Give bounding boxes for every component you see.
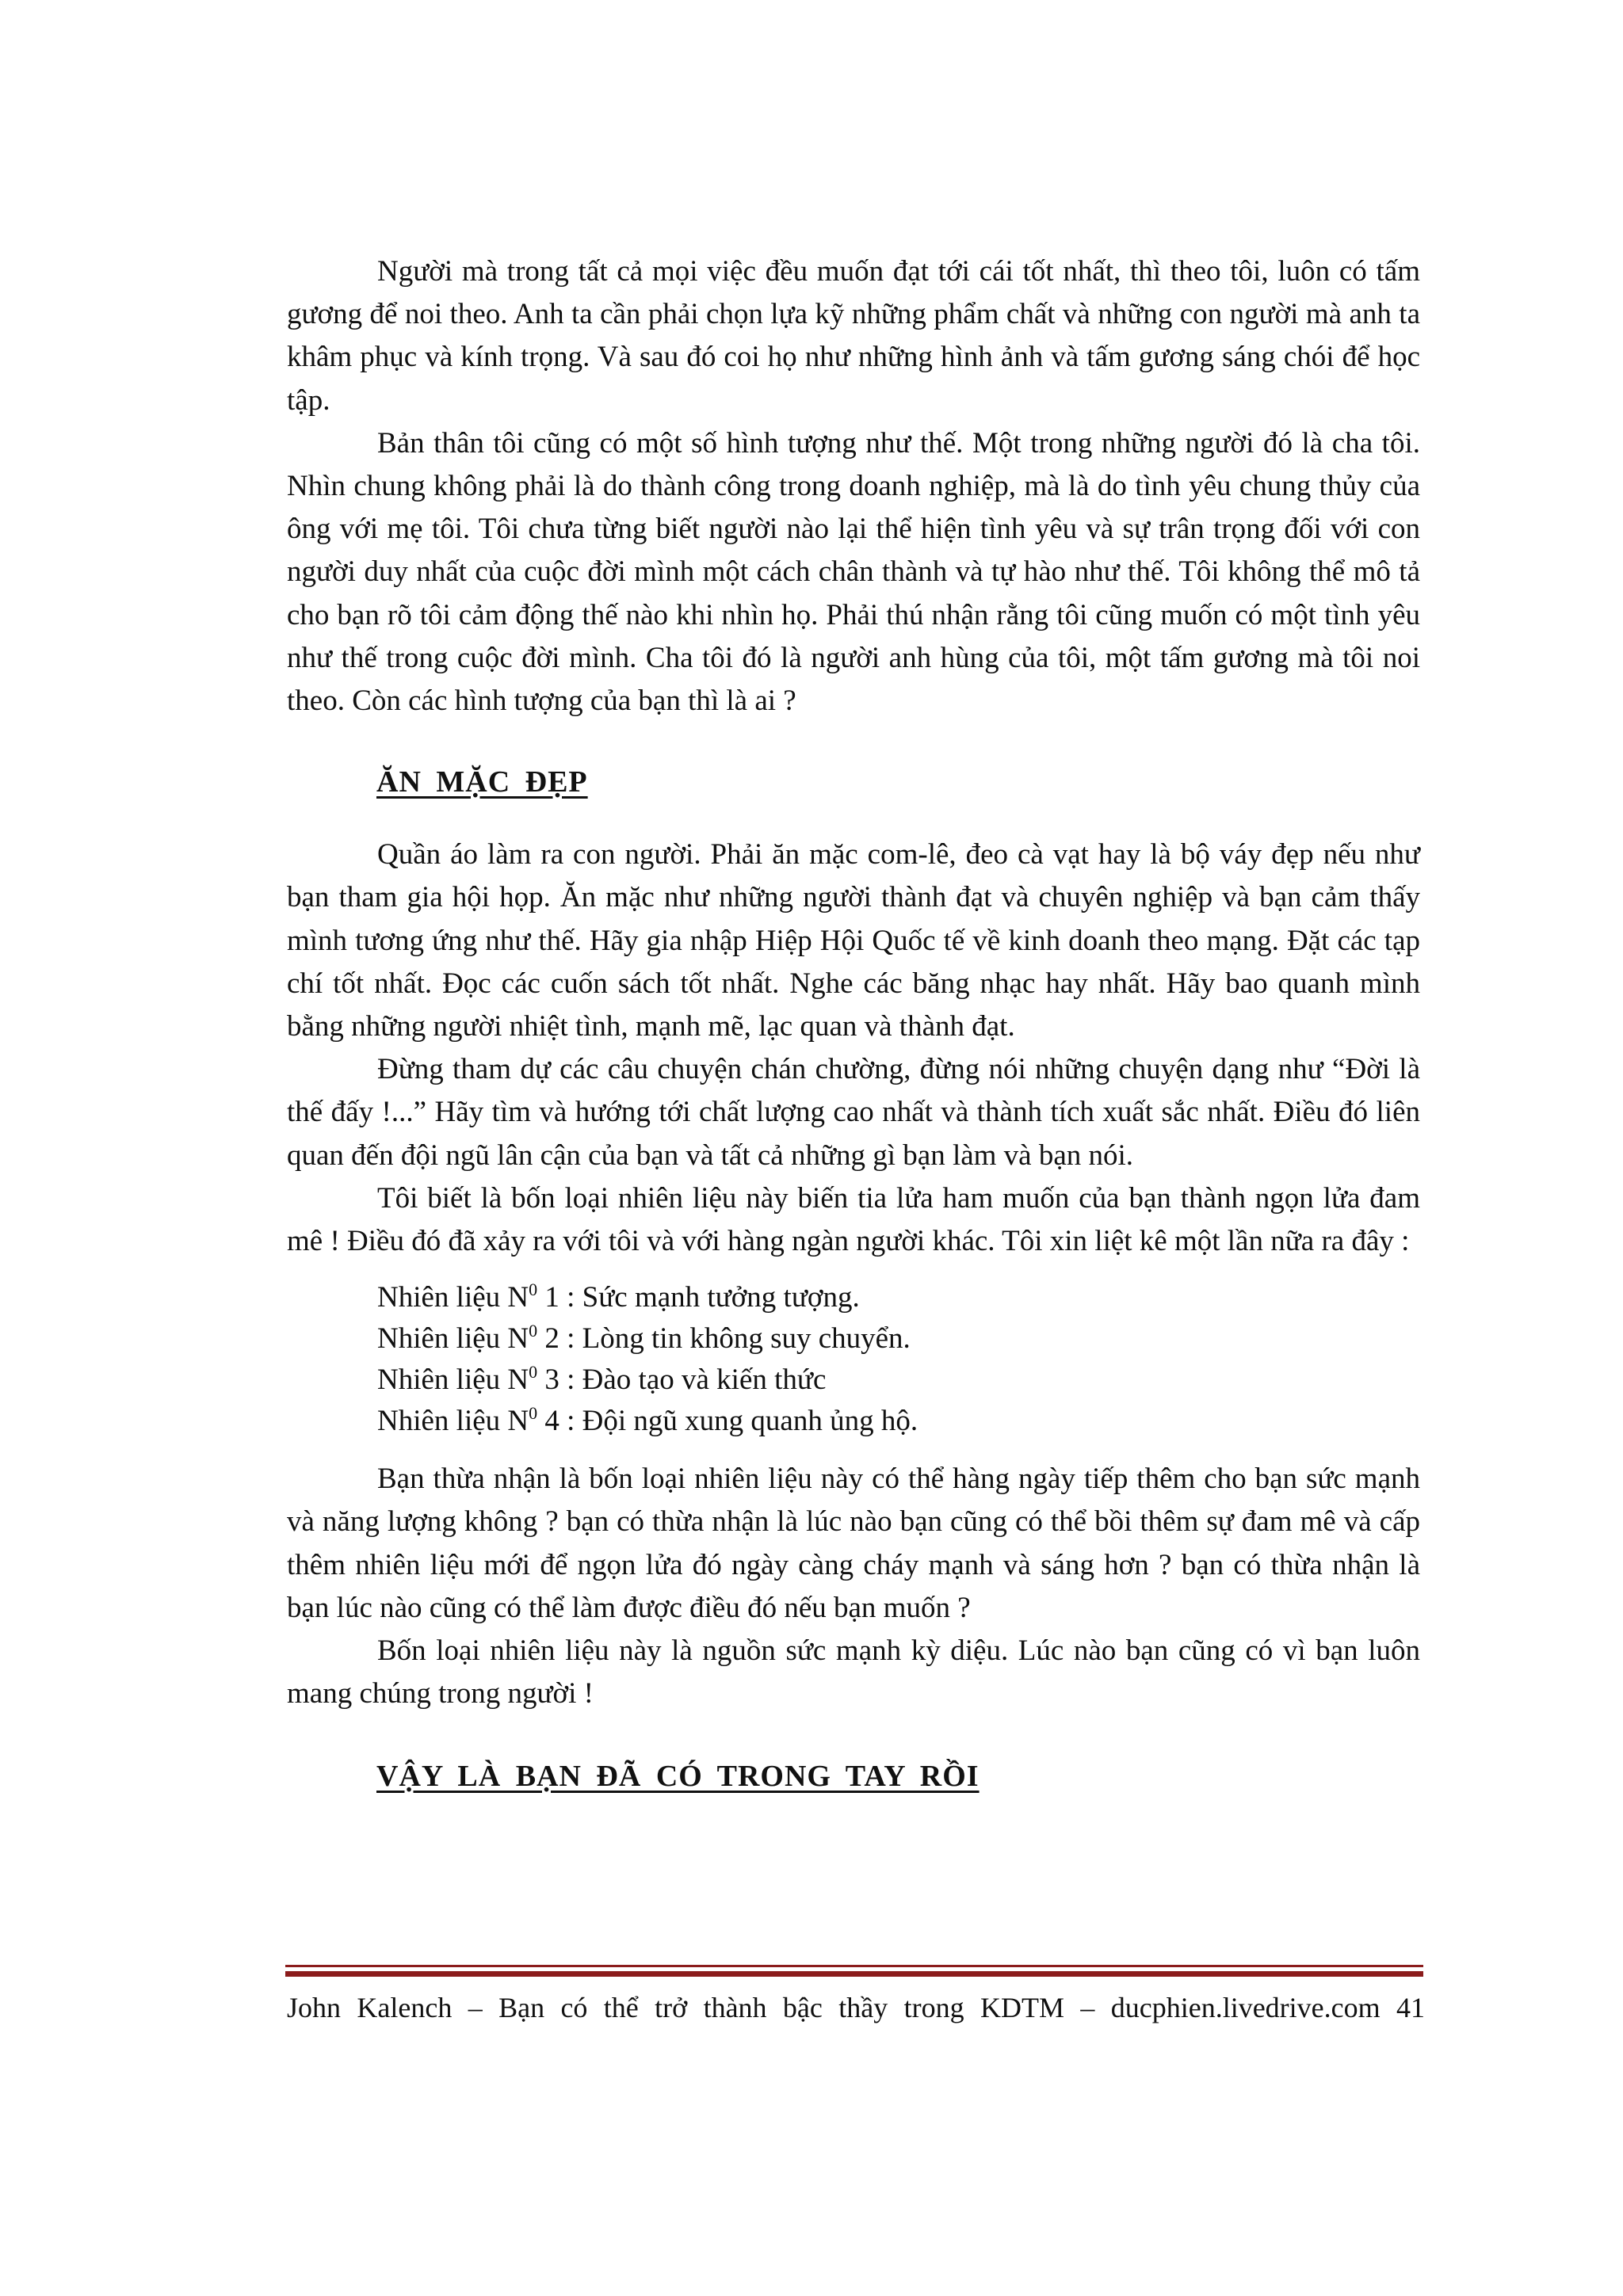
fuel-list xyxy=(377,1277,1420,1442)
fuel-superscript: 0 xyxy=(529,1362,538,1383)
page-body xyxy=(287,250,1420,1798)
fuel-list-item xyxy=(377,1277,1420,1318)
fuel-superscript: 0 xyxy=(529,1321,538,1341)
fuel-prefix: Nhiên liệu N xyxy=(377,1363,529,1397)
body-paragraph: Quần áo làm ra con người. Phải ăn mặc com-lê, đeo cà vạt hay là bộ váy đẹp nếu như bạn tham gia hội họp. Ăn mặc như những người thành đạt và chuyên nghiệp và bạn cảm thấy mình tương ứng như thế. Hãy gia nhập Hiệp Hội Quốc tế về kinh doanh theo mạng. Đặt các tạp chí tốt nhất. Đọc các cuốn sách tốt nhất. Nghe các băng nhạc hay nhất. Hãy bao quanh mình bằng những người nhiệt tình, mạnh mẽ, lạc quan và thành đạt. xyxy=(287,838,1420,1043)
fuel-prefix: Nhiên liệu N xyxy=(377,1322,529,1356)
body-paragraph: Bạn thừa nhận là bốn loại nhiên liệu này có thể hàng ngày tiếp thêm cho bạn sức mạnh và năng lượng không ? bạn có thừa nhận là lúc nào bạn cũng có thể bồi thêm sự đam mê và cấp thêm nhiên liệu mới để ngọn lửa đó ngày càng cháy mạnh và sáng hơn ? bạn có thừa nhận là bạn lúc nào cũng có thể làm được điều đó nếu bạn muốn ? xyxy=(287,1463,1420,1624)
fuel-text: 2 : Lòng tin không suy chuyển. xyxy=(537,1322,911,1356)
fuel-list-item xyxy=(377,1318,1420,1360)
fuel-prefix: Nhiên liệu N xyxy=(377,1405,529,1438)
section-heading: ĂN MẶC ĐẸP xyxy=(376,765,588,799)
body-paragraph: Bốn loại nhiên liệu này là nguồn sức mạnh kỳ diệu. Lúc nào bạn cũng có vì bạn luôn mang chúng trong người ! xyxy=(287,1634,1420,1711)
section-heading: VẬY LÀ BẠN ĐÃ CÓ TRONG TAY RỒI xyxy=(376,1760,980,1794)
footer-divider-thick xyxy=(285,1971,1423,1977)
fuel-text: 3 : Đào tạo và kiến thức xyxy=(537,1363,827,1397)
body-paragraph: Bản thân tôi cũng có một số hình tượng như thế. Một trong những người đó là cha tôi. Nhìn chung không phải là do thành công trong doanh nghiệp, mà là do tình yêu chung thủy của ông với mẹ tôi. Tôi chưa từng biết người nào lại thể hiện tình yêu và sự trân trọng đối với con người duy nhất của cuộc đời mình một cách chân thành và tự hào như thế. Tôi không thể mô tả cho bạn rõ tôi cảm động thế nào khi nhìn họ. Phải thú nhận rằng tôi cũng muốn có một tình yêu như thế trong cuộc đời mình. Cha tôi đó là người anh hùng của tôi, một tấm gương mà tôi noi theo. Còn các hình tượng của bạn thì là ai ? xyxy=(287,426,1420,718)
footer-divider xyxy=(285,1965,1423,1977)
body-paragraph: Đừng tham dự các câu chuyện chán chường, đừng nói những chuyện dạng như “Đời là thế đấy !...” Hãy tìm và hướng tới chất lượng cao nhất và thành tích xuất sắc nhất. Điều đó liên quan đến đội ngũ lân cận của bạn và tất cả những gì bạn làm và bạn nói. xyxy=(287,1053,1420,1172)
fuel-prefix: Nhiên liệu N xyxy=(377,1281,529,1314)
fuel-superscript: 0 xyxy=(529,1403,538,1424)
page-footer: John Kalench – Bạn có thể trở thành bậc thầy trong KDTM – ducphien.livedrive.com 41 xyxy=(287,1992,1425,2023)
body-paragraph: Người mà trong tất cả mọi việc đều muốn đạt tới cái tốt nhất, thì theo tôi, luôn có tấm gương để noi theo. Anh ta cần phải chọn lựa kỹ những phẩm chất và những con người mà anh ta khâm phục và kính trọng. Và sau đó coi họ như những hình ảnh và tấm gương sáng chói để học tập. xyxy=(287,255,1420,417)
fuel-superscript: 0 xyxy=(529,1280,538,1300)
fuel-text: 1 : Sức mạnh tưởng tượng. xyxy=(537,1281,860,1314)
fuel-list-item xyxy=(377,1360,1420,1401)
body-paragraph: Tôi biết là bốn loại nhiên liệu này biến tia lửa ham muốn của bạn thành ngọn lửa đam mê ! Điều đó đã xảy ra với tôi và với hàng ngàn người khác. Tôi xin liệt kê một lần nữa ra đây : xyxy=(287,1181,1420,1258)
fuel-text: 4 : Đội ngũ xung quanh ủng hộ. xyxy=(537,1405,918,1438)
fuel-list-item xyxy=(377,1401,1420,1442)
footer-divider-thin xyxy=(285,1965,1423,1967)
